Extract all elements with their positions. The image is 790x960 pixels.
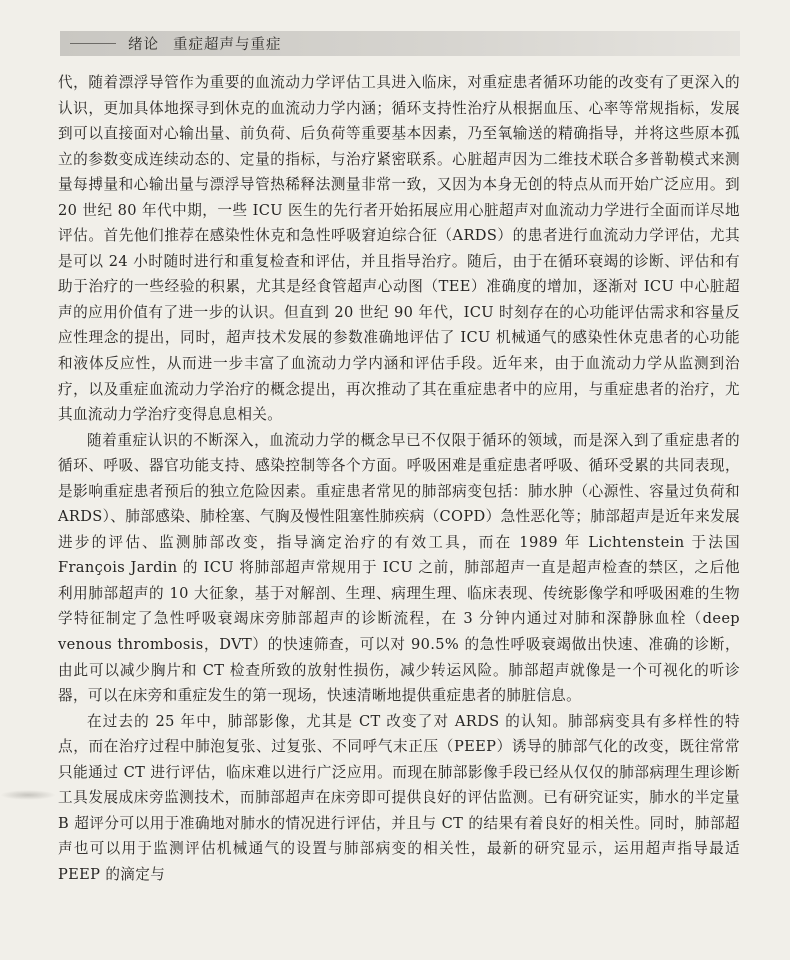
page-body xyxy=(58,70,740,888)
running-header-title xyxy=(128,33,282,54)
paragraph-2: 随着重症认识的不断深入，血流动力学的概念早已不仅限于循环的领域，而是深入到了重症患者的循环、呼吸、器官功能支持、感染控制等各个方面。呼吸困难是重症患者呼吸、循环受累的共同表现，是影响重症患者预后的独立危险因素。重症患者常见的肺部病变包括：肺水肿（心源性、容量过负荷和 ARDS）、肺部感染、肺栓塞、气胸及慢性阻塞性肺疾病（COPD）急性恶化等；肺部超声是近年来发展进步的评估、监测肺部改变，指导滴定治疗的有效工具，而在 1989 年 Lichtenstein 于法国 François Jardin 的 ICU 将肺部超声常规用于 ICU 之前，肺部超声一直是超声检查的禁区，之后他利用肺部超声的 10 大征象，基于对解剖、生理、病理生理、临床表现、传统影像学和呼吸困难的生物学特征制定了急性呼吸衰竭床旁肺部超声的诊断流程，在 3 分钟内通过对肺和深静脉血栓（deep venous thrombosis，DVT）的快速筛查，可以对 90.5% 的急性呼吸衰竭做出快速、准确的诊断，由此可以减少胸片和 CT 检查所致的放射性损伤，减少转运风险。肺部超声就像是一个可视化的听诊器，可以在床旁和重症发生的第一现场，快速清晰地提供重症患者的肺脏信息。 xyxy=(58,431,740,705)
margin-smudge xyxy=(0,790,56,800)
header-rule xyxy=(70,43,116,44)
paragraph-1: 代，随着漂浮导管作为重要的血流动力学评估工具进入临床，对重症患者循环功能的改变有了更深入的认识，更加具体地探寻到休克的血流动力学内涵；循环支持性治疗从根据血压、心率等常规指标，发展到可以直接面对心输出量、前负荷、后负荷等重要基本因素，乃至氧输送的精确指导，并将这些原本孤立的参数变成连续动态的、定量的指标，与治疗紧密联系。心脏超声因为二维技术联合多普勒模式来测量每搏量和心输出量与漂浮导管热稀释法测量非常一致，又因为本身无创的特点从而开始广泛应用。到 20 世纪 80 年代中期，一些 ICU 医生的先行者开始拓展应用心脏超声对血流动力学进行全面而详尽地评估。首先他们推荐在感染性休克和急性呼吸窘迫综合征（ARDS）的患者进行血流动力学评估，尤其是可以 24 小时随时进行和重复检查和评估，并且指导治疗。随后，由于在循环衰竭的诊断、评估和有助于治疗的一些经验的积累，尤其是经食管超声心动图（TEE）准确度的增加，逐渐对 ICU 中心脏超声的应用价值有了进一步的认识。但直到 20 世纪 90 年代，ICU 时刻存在的心功能评估需求和容量反应性理念的提出，同时，超声技术发展的参数准确地评估了 ICU 机械通气的感染性休克患者的心功能和液体反应性，从而进一步丰富了血流动力学内涵和评估手段。近年来，由于血流动力学从监测到治疗，以及重症血流动力学治疗的概念提出，再次推动了其在重症患者中的应用，与重症患者的治疗，尤其血流动力学治疗变得息息相关。 xyxy=(58,74,740,424)
header-chapter-title: 重症超声与重症 xyxy=(173,37,282,53)
header-section: 绪论 xyxy=(128,37,159,53)
running-header xyxy=(60,31,740,56)
paragraph-3: 在过去的 25 年中，肺部影像，尤其是 CT 改变了对 ARDS 的认知。肺部病变具有多样性的特点，而在治疗过程中肺泡复张、过复张、不同呼气末正压（PEEP）诱导的肺部气化的改变，既往常常只能通过 CT 进行评估，临床难以进行广泛应用。而现在肺部影像手段已经从仅仅的肺部病理生理诊断工具发展成床旁监测技术，而肺部超声在床旁即可提供良好的评估监测。已有研究证实，肺水的半定量 B 超评分可以用于准确地对肺水的情况进行评估，并且与 CT 的结果有着良好的相关性。同时，肺部超声也可以用于监测评估机械通气的设置与肺部病变的相关性，最新的研究显示，运用超声指导最适 PEEP 的滴定与 xyxy=(58,712,740,883)
